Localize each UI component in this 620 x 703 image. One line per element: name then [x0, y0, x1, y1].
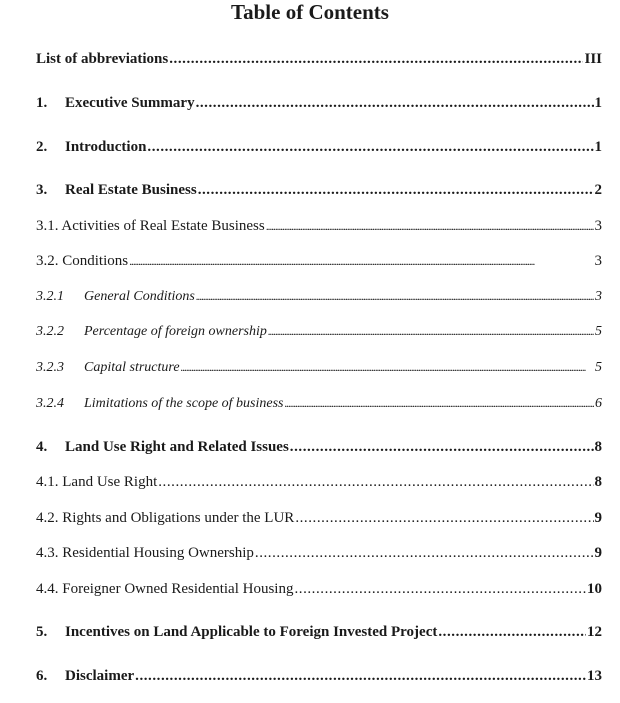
- toc-entry-number: 3.: [36, 182, 48, 198]
- dot-leader: [290, 439, 594, 456]
- toc-entry-residential-housing-ownership[interactable]: [36, 545, 602, 562]
- toc-entry-page: 9: [594, 545, 602, 561]
- toc-entry-number: 3.2.4: [36, 396, 64, 411]
- toc-entry-title: 4.1. Land Use Right: [36, 474, 158, 490]
- toc-entry-title: 3.1. Activities of Real Estate Business: [36, 218, 265, 234]
- toc-entry-number: 4.: [36, 439, 48, 455]
- toc-entry-title: Limitations of the scope of business: [84, 396, 284, 411]
- dot-leader: [196, 289, 594, 305]
- toc-entry-page: 5: [595, 360, 602, 375]
- toc-entry-limitations-of-scope[interactable]: [36, 396, 602, 412]
- toc-entry-land-use-right-and-related-issues[interactable]: [36, 439, 602, 456]
- toc-entry-page: 9: [594, 510, 602, 526]
- toc-entry-page: 3: [594, 253, 602, 269]
- toc-entry-number: 3.2.1: [36, 289, 64, 304]
- toc-entry-number: 5.: [36, 624, 48, 640]
- toc-entry-incentives-on-land[interactable]: [36, 624, 602, 641]
- toc-entry-real-estate-business[interactable]: [36, 182, 602, 199]
- dot-leader: [295, 510, 593, 527]
- toc-entry-conditions[interactable]: [36, 253, 602, 270]
- toc-entry-page: 2: [594, 182, 602, 198]
- page-title: Table of Contents: [231, 0, 389, 24]
- dot-leader: [198, 182, 594, 199]
- dot-leader: [135, 668, 586, 685]
- toc-entry-capital-structure[interactable]: [36, 360, 602, 376]
- dot-leader: [294, 581, 586, 598]
- toc-entry-rights-and-obligations[interactable]: [36, 510, 602, 527]
- toc-entry-title: Incentives on Land Applicable to Foreign Invested Project: [65, 624, 438, 640]
- toc-entry-general-conditions[interactable]: [36, 289, 602, 305]
- toc-entry-title: 4.3. Residential Housing Ownership: [36, 545, 254, 561]
- toc-entry-page: 6: [595, 396, 602, 411]
- toc-entry-page: 8: [594, 474, 602, 490]
- toc-entry-title: Real Estate Business: [65, 182, 197, 198]
- dot-leader: [181, 360, 594, 376]
- toc-entry-introduction[interactable]: [36, 139, 602, 156]
- toc-entry-page: 3: [594, 218, 602, 234]
- toc-entry-title: Introduction: [65, 139, 147, 155]
- toc-entry-number: 1.: [36, 95, 48, 111]
- toc-entry-title: Capital structure: [84, 360, 180, 375]
- toc-entry-page: 8: [594, 439, 602, 455]
- toc-entry-number: 3.2.3: [36, 360, 64, 375]
- dot-leader: [147, 139, 593, 156]
- dot-leader: [169, 51, 583, 68]
- toc-entry-page: 3: [595, 289, 602, 304]
- toc-entry-title: Land Use Right and Related Issues: [65, 439, 289, 455]
- toc-entry-title: 4.4. Foreigner Owned Residential Housing: [36, 581, 294, 597]
- toc-entry-title: List of abbreviations: [36, 51, 169, 67]
- toc-entry-title: 3.2. Conditions: [36, 253, 129, 269]
- toc-entry-number: 3.2.2: [36, 324, 64, 339]
- toc-entry-executive-summary[interactable]: [36, 95, 602, 112]
- dot-leader: [255, 545, 594, 562]
- toc-entry-activities-of-real-estate-business[interactable]: [36, 218, 602, 235]
- toc-entry-number: 2.: [36, 139, 48, 155]
- toc-entry-page: 5: [595, 324, 602, 339]
- dot-leader: [129, 253, 593, 270]
- dot-leader: [266, 218, 594, 235]
- toc-entry-page: 10: [587, 581, 602, 597]
- toc-entry-title: Disclaimer: [65, 668, 135, 684]
- toc-entry-title: Executive Summary: [65, 95, 195, 111]
- toc-entry-foreigner-owned-housing[interactable]: [36, 581, 602, 598]
- toc-entry-land-use-right[interactable]: [36, 474, 602, 491]
- toc-entry-title: Percentage of foreign ownership: [84, 324, 267, 339]
- toc-entry-page: 1: [594, 139, 602, 155]
- toc-entry-percentage-of-foreign-ownership[interactable]: [36, 324, 602, 340]
- toc-entry-page: 1: [594, 95, 602, 111]
- toc-entry-page: 12: [587, 624, 602, 640]
- toc-entry-page: 13: [587, 668, 602, 684]
- toc-entry-title: 4.2. Rights and Obligations under the LUR: [36, 510, 295, 526]
- toc-entry-disclaimer[interactable]: [36, 668, 602, 685]
- dot-leader: [158, 474, 593, 491]
- dot-leader: [438, 624, 586, 641]
- toc-entry-list-of-abbreviations[interactable]: [36, 51, 602, 68]
- toc-entry-number: 6.: [36, 668, 48, 684]
- dot-leader: [268, 324, 594, 340]
- dot-leader: [196, 95, 594, 112]
- toc-entry-page: III: [584, 51, 602, 67]
- dot-leader: [285, 396, 595, 412]
- toc-entry-title: General Conditions: [84, 289, 195, 304]
